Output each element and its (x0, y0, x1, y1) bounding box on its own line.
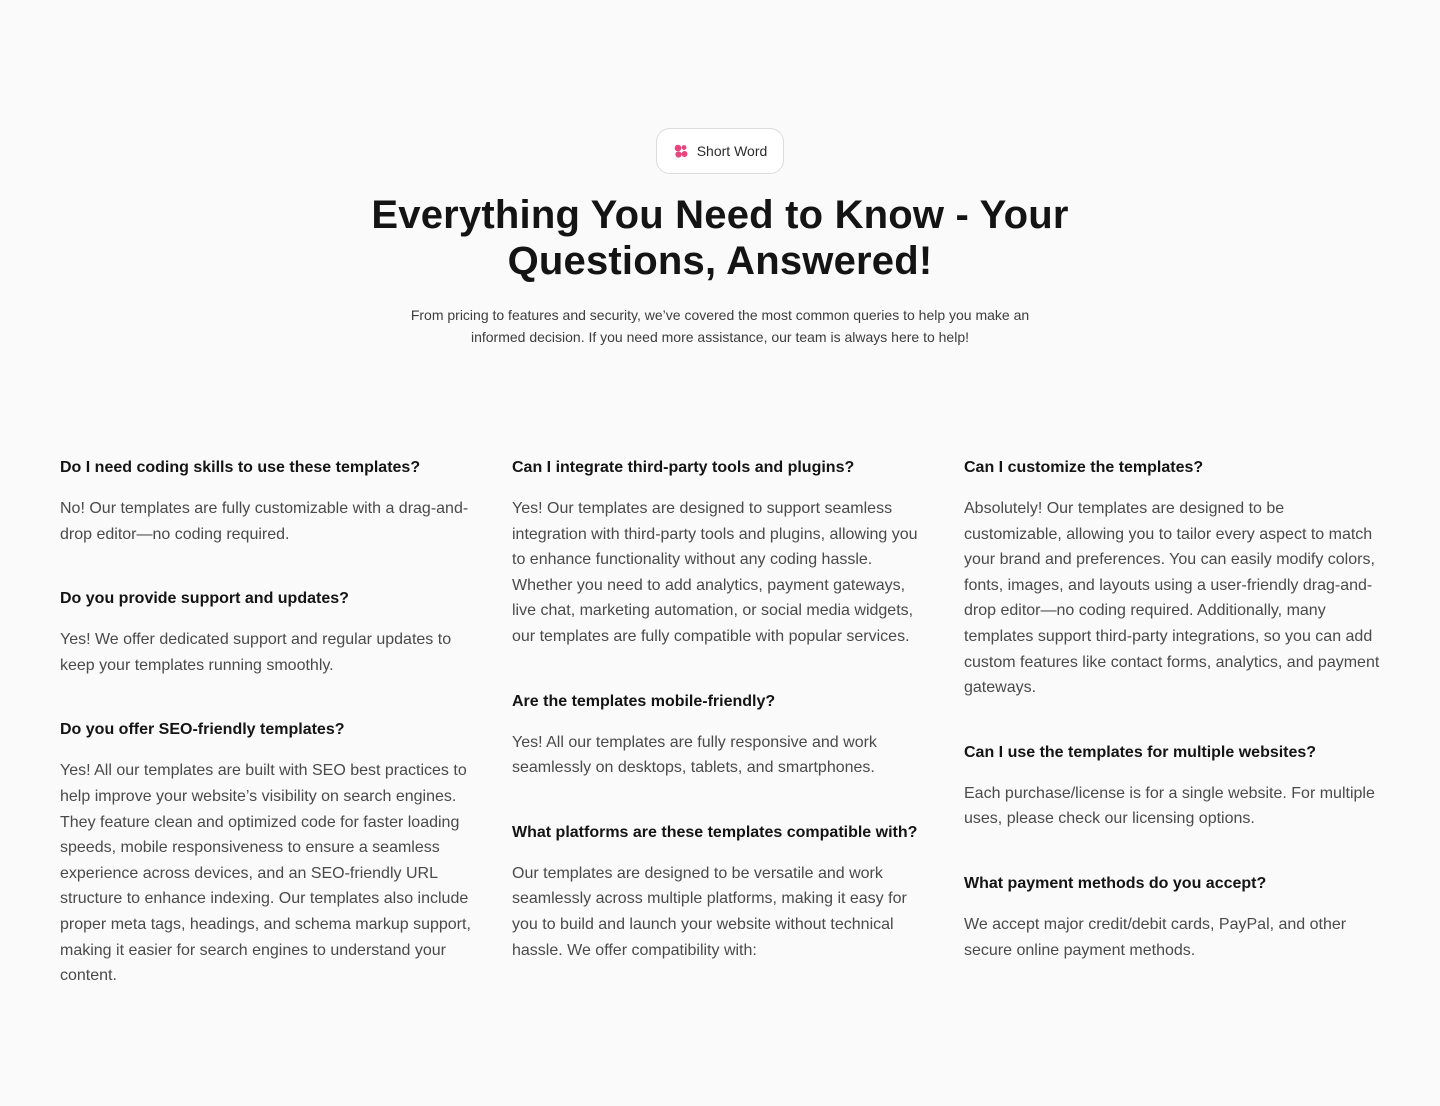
faq-question: Can I integrate third-party tools and plugins? (512, 459, 855, 476)
section-badge (656, 128, 785, 174)
faq-item (512, 456, 928, 650)
faq-answer: No! Our templates are fully customizable with a drag-and-drop editor—no coding required. (60, 500, 469, 543)
faq-answer: Our templates are designed to be versatile and work seamlessly across multiple platforms, making it easy for you to build and launch your website without technical hassle. We offer compatibility with: (512, 864, 907, 959)
faq-answer: Yes! We offer dedicated support and regular updates to keep your templates running smoothly. (60, 631, 452, 674)
faq-item (964, 872, 1380, 963)
blob-cluster-icon (673, 143, 689, 159)
faq-item (60, 718, 476, 988)
faq-answer: Yes! All our templates are fully responsive and work seamlessly on desktops, tablets, and smartphones. (512, 733, 877, 777)
faq-question: Can I use the templates for multiple websites? (964, 743, 1317, 761)
faq-item (512, 690, 928, 781)
faq-item (60, 587, 476, 678)
faq-column-3 (964, 456, 1380, 1029)
faq-answer: Each purchase/license is for a single website. For multiple uses, please check our licensing options. (964, 784, 1375, 828)
faq-question: Are the templates mobile-friendly? (512, 692, 776, 710)
page-title: Everything You Need to Know - Your Questions, Answered! (371, 193, 1069, 283)
faq-column-2 (512, 456, 928, 1029)
faq-question: Do you provide support and updates? (60, 590, 349, 608)
badge-label: Short Word (696, 143, 768, 159)
faq-item (964, 456, 1380, 701)
page-subtitle: From pricing to features and security, we’ve covered the most common queries to help you make an informed decision. If you need more assistance, our team is always here to help! (410, 307, 1030, 345)
faq-grid (60, 456, 1380, 1029)
faq-column-1 (60, 456, 476, 1029)
faq-question: What platforms are these templates compatible with? (512, 823, 918, 841)
faq-question: Do I need coding skills to use these templates? (60, 459, 421, 476)
faq-answer: We accept major credit/debit cards, PayPal, and other secure online payment methods. (964, 915, 1347, 959)
faq-item (60, 456, 476, 547)
faq-hero (0, 128, 1440, 348)
faq-question: Can I customize the templates? (964, 459, 1204, 476)
faq-answer: Absolutely! Our templates are designed to be customizable, allowing you to tailor every aspect to match your brand and preferences. You can easily modify colors, fonts, images, and layouts using a user-friendly drag-and-drop editor—no coding required. Additionally, many templates support third-party integrations, so you can add custom features like contact forms, analytics, and payment gateways. (964, 500, 1380, 697)
faq-answer: Yes! All our templates are built with SEO best practices to help improve your website’s visibility on search engines. They feature clean and optimized code for faster loading speeds, mobile responsiveness to ensure a seamless experience across devices, and an SEO-friendly URL structure to enhance indexing. Our templates also include proper meta tags, headings, and schema markup support, making it easier for search engines to understand your content. (60, 762, 471, 985)
faq-answer: Yes! Our templates are designed to support seamless integration with third-party tools and plugins, allowing you to enhance functionality without any coding hassle. Whether you need to add analytics, payment gateways, live chat, marketing automation, or social media widgets, our templates are fully compatible with popular services. (512, 500, 918, 645)
faq-question: What payment methods do you accept? (964, 874, 1267, 892)
faq-item (512, 821, 928, 963)
faq-question: Do you offer SEO-friendly templates? (60, 721, 345, 739)
faq-item (964, 741, 1380, 832)
